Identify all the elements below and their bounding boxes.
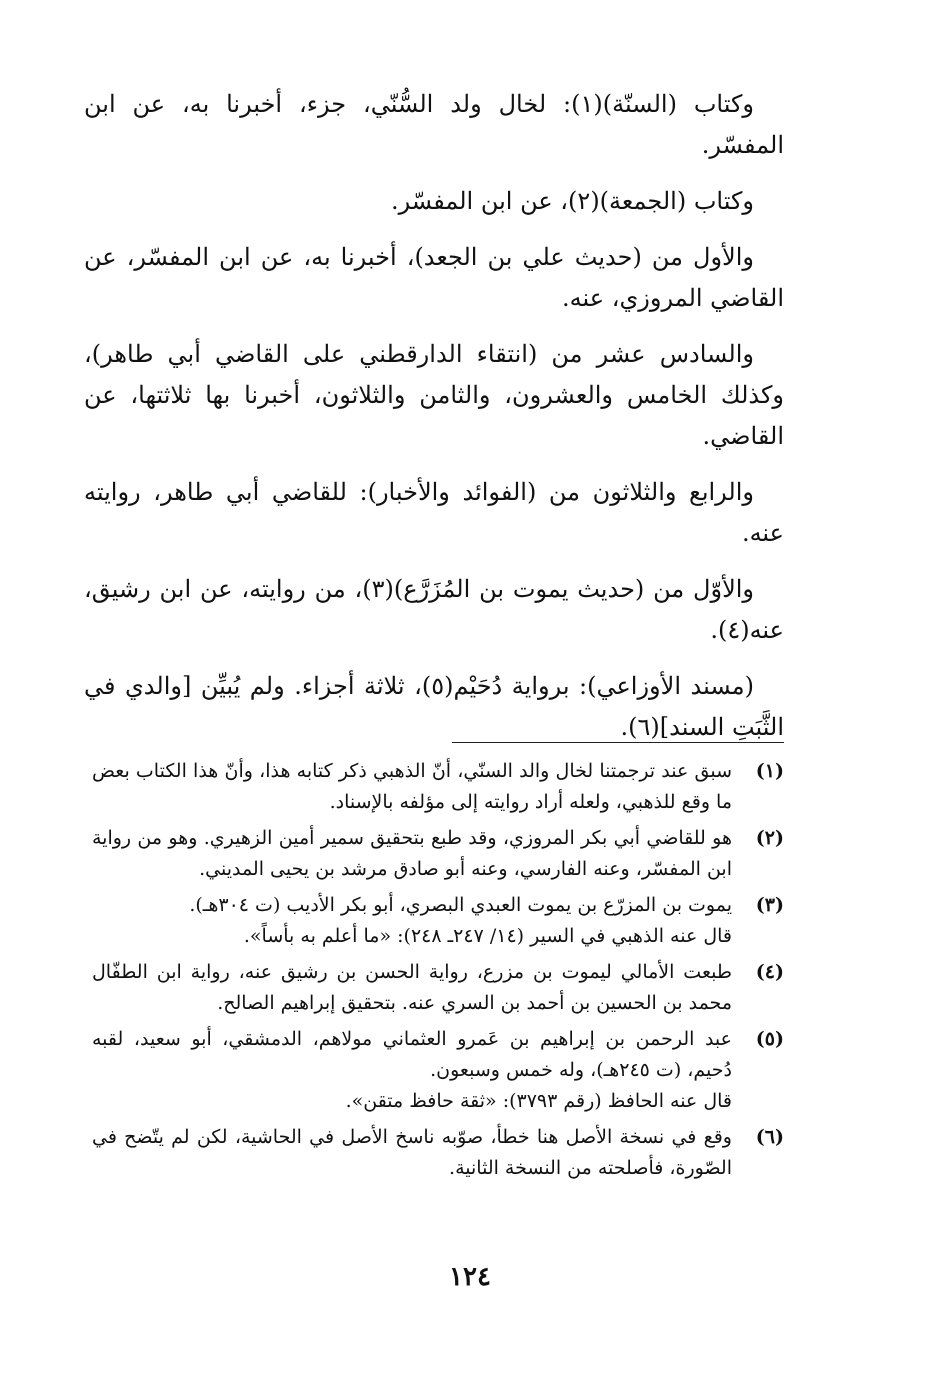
footnote-text: طبعت الأمالي ليموت بن مزرع، رواية الحسن بن رشيق عنه، رواية ابن الطفّال محمد بن الحسين بن أحمد بن السري عنه. بتحقيق إبراهيم الصالح.: [92, 961, 732, 1014]
footnote: [92, 1122, 784, 1184]
paragraph: والأوّل من (حديث يموت بن المُزَرَّع)(٣)، من روايته، عن ابن رشيق، عنه(٤).: [84, 575, 784, 644]
paragraph: وكتاب (الجمعة)(٢)، عن ابن المفسّر.: [390, 187, 754, 215]
main-text: [84, 84, 784, 763]
paragraph: والرابع والثلاثون من (الفوائد والأخبار): للقاضي أبي طاهر، روايته عنه.: [84, 478, 784, 547]
footnote-number: (١): [755, 760, 784, 782]
footnote-text: سبق عند ترجمتنا لخال والد السنّي، أنّ الذهبي ذكر كتابه هذا، وأنّ هذا الكتاب بعض ما وقع للذهبي، ولعله أراد روايته إلى مؤلفه بالإسناد.: [92, 760, 732, 813]
footnote-text: هو للقاضي أبي بكر المروزي، وقد طبع بتحقيق سمير أمين الزهيري. وهو من رواية ابن المفسّر، وعنه الفارسي، وعنه أبو صادق مرشد بن يحيى المديني.: [92, 827, 732, 880]
footnote-number: (٦): [755, 1126, 784, 1148]
footnote-number: (٤): [755, 961, 784, 983]
footnote-number: (٣): [755, 894, 784, 916]
footnote-text: عبد الرحمن بن إبراهيم بن عَمرو العثماني مولاهم، الدمشقي، أبو سعيد، لقبه دُحيم، (ت ٢٤٥هـ)، وله خمس وسبعون.: [92, 1028, 732, 1081]
footnote: [92, 823, 784, 885]
footnotes: [92, 756, 784, 1189]
paragraph: والأول من (حديث علي بن الجعد)، أخبرنا به، عن ابن المفسّر، عن القاضي المروزي، عنه.: [84, 243, 784, 312]
footnote: [92, 1024, 784, 1117]
paragraph: وكتاب (السنّة)(١): لخال ولد السُّنّي، جزء، أخبرنا به، عن ابن المفسّر.: [84, 90, 784, 159]
footnote: [92, 890, 784, 952]
footnote: [92, 756, 784, 818]
paragraph: والسادس عشر من (انتقاء الدارقطني على القاضي أبي طاهر)، وكذلك الخامس والعشرون، والثامن والثلاثون، أخبرنا بها ثلاثتها، عن القاضي.: [84, 340, 784, 450]
footnote-text: قال عنه الحافظ (رقم ٣٧٩٣): «ثقة حافظ متقن».: [345, 1090, 732, 1112]
footnote-text: يموت بن المزرّع بن يموت العبدي البصري، أبو بكر الأديب (ت ٣٠٤هـ).: [189, 894, 732, 916]
page-number: ١٢٤: [449, 1262, 491, 1292]
footnote-number: (٥): [755, 1028, 784, 1050]
footnote: [92, 957, 784, 1019]
footnote-separator: [452, 742, 784, 743]
footnote-text: وقع في نسخة الأصل هنا خطأ، صوّبه ناسخ الأصل في الحاشية، لكن لم يتّضح في الصّورة، فأصلحته من النسخة الثانية.: [92, 1126, 732, 1179]
footnote-text: قال عنه الذهبي في السير (١٤/ ٢٤٧ـ ٢٤٨): «ما أعلم به بأساً».: [243, 925, 732, 947]
paragraph: (مسند الأوزاعي): برواية دُحَيْم(٥)، ثلاثة أجزاء. ولم يُبيِّن [والدي في الثَّبَتِ السند](٦).: [84, 672, 784, 741]
footnote-number: (٢): [755, 827, 784, 849]
